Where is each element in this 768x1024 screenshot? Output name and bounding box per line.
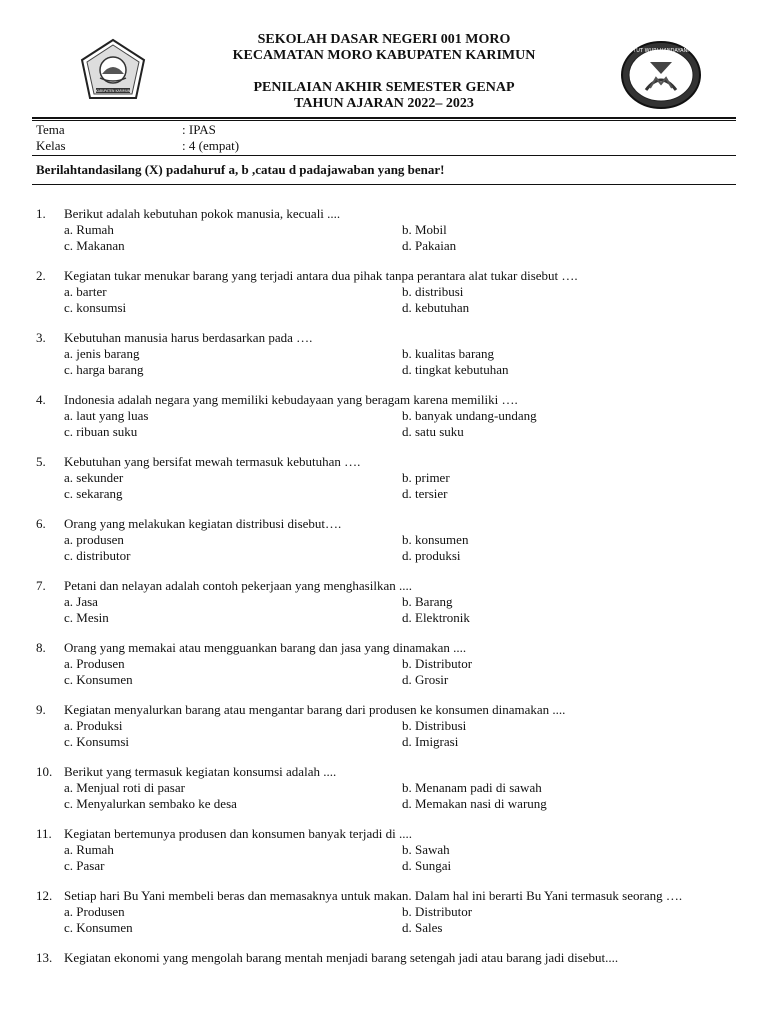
question-number: 13.: [36, 950, 53, 965]
question-line: [36, 268, 736, 284]
question-text: Orang yang melakukan kegiatan distribusi disebut….: [64, 516, 342, 531]
question-text: Kegiatan bertemunya produsen dan konsumen banyak terjadi di ....: [64, 826, 413, 841]
question-number: 4.: [36, 392, 46, 407]
question-item: [36, 888, 736, 936]
answer-options: [64, 284, 736, 316]
question-item: [36, 268, 736, 316]
instruction-text: Berilahtandasilang (X) padahuruf a, b ,catau d padajawaban yang benar!: [36, 162, 445, 177]
option-d[interactable]: d. tersier: [402, 486, 448, 501]
option-b[interactable]: b. distribusi: [402, 284, 464, 299]
answer-options: [64, 532, 736, 564]
option-a[interactable]: a. Produsen: [64, 904, 125, 919]
question-text: Kegiatan tukar menukar barang yang terjadi antara dua pihak tanpa perantara alat tukar disebut ….: [64, 268, 578, 283]
question-text: Orang yang memakai atau mengguankan barang dan jasa yang dinamakan ....: [64, 640, 467, 655]
question-line: [36, 206, 736, 222]
question-item: [36, 826, 736, 874]
option-a[interactable]: a. Produksi: [64, 718, 123, 733]
option-c[interactable]: c. Konsumen: [64, 920, 133, 935]
meta-row-tema: [36, 122, 239, 138]
answer-options: [64, 346, 736, 378]
question-line: [36, 392, 736, 408]
option-d[interactable]: d. tingkat kebutuhan: [402, 362, 509, 377]
question-number: 5.: [36, 454, 46, 469]
answer-options: [64, 842, 736, 874]
option-c[interactable]: c. sekarang: [64, 486, 123, 501]
option-c[interactable]: c. ribuan suku: [64, 424, 138, 439]
option-b[interactable]: b. Mobil: [402, 222, 447, 237]
option-b[interactable]: b. konsumen: [402, 532, 469, 547]
exam-meta: [36, 122, 239, 154]
option-c[interactable]: c. Konsumen: [64, 672, 133, 687]
question-number: 3.: [36, 330, 46, 345]
question-line: [36, 950, 736, 966]
option-b[interactable]: b. Sawah: [402, 842, 450, 857]
option-a[interactable]: a. Menjual roti di pasar: [64, 780, 185, 795]
answer-options: [64, 780, 736, 812]
question-item: [36, 392, 736, 440]
option-d[interactable]: d. Grosir: [402, 672, 449, 687]
kabupaten-karimun-emblem-text: KABUPATEN KARIMUN: [95, 89, 131, 93]
answer-options: [64, 408, 736, 440]
question-number: 7.: [36, 578, 46, 593]
option-a[interactable]: a. Rumah: [64, 222, 114, 237]
question-line: [36, 516, 736, 532]
option-b[interactable]: b. Barang: [402, 594, 453, 609]
question-text: Setiap hari Bu Yani membeli beras dan memasaknya untuk makan. Dalam hal ini berarti Bu Yani termasuk seorang ….: [64, 888, 683, 903]
option-d[interactable]: d. Elektronik: [402, 610, 470, 625]
question-number: 8.: [36, 640, 46, 655]
answer-options: [64, 718, 736, 750]
answer-options: [64, 594, 736, 626]
option-a[interactable]: a. Jasa: [64, 594, 98, 609]
question-number: 1.: [36, 206, 46, 221]
option-c[interactable]: c. Konsumsi: [64, 734, 129, 749]
tut-wuri-handayani-emblem-text: TUT WURI HANDAYANI: [633, 48, 689, 54]
header-divider-thick: [32, 117, 736, 119]
option-c[interactable]: c. distributor: [64, 548, 131, 563]
question-number: 11.: [36, 826, 52, 841]
question-line: [36, 888, 736, 904]
option-d[interactable]: d. Imigrasi: [402, 734, 459, 749]
option-b[interactable]: b. Distributor: [402, 904, 473, 919]
option-a[interactable]: a. jenis barang: [64, 346, 140, 361]
answer-options: [64, 904, 736, 936]
meta-value: : IPAS: [182, 122, 216, 137]
question-item: [36, 764, 736, 812]
option-c[interactable]: c. Mesin: [64, 610, 109, 625]
district-name: KECAMATAN MORO KABUPATEN KARIMUN: [232, 48, 536, 63]
question-line: [36, 764, 736, 780]
option-d[interactable]: d. kebutuhan: [402, 300, 470, 315]
question-item: [36, 330, 736, 378]
question-text: Indonesia adalah negara yang memiliki kebudayaan yang beragam karena memiliki ….: [64, 392, 518, 407]
meta-label: Kelas: [36, 138, 66, 153]
question-line: [36, 640, 736, 656]
academic-year: TAHUN AJARAN 2022– 2023: [294, 96, 474, 111]
option-c[interactable]: c. harga barang: [64, 362, 144, 377]
option-d[interactable]: d. Sales: [402, 920, 443, 935]
question-number: 12.: [36, 888, 53, 903]
option-b[interactable]: b. Distributor: [402, 656, 473, 671]
option-a[interactable]: a. Rumah: [64, 842, 114, 857]
option-c[interactable]: c. konsumsi: [64, 300, 127, 315]
option-c[interactable]: c. Pasar: [64, 858, 105, 873]
question-line: [36, 702, 736, 718]
option-b[interactable]: b. Menanam padi di sawah: [402, 780, 542, 795]
question-number: 10.: [36, 764, 53, 779]
question-number: 9.: [36, 702, 46, 717]
question-text: Berikut yang termasuk kegiatan konsumsi adalah ....: [64, 764, 337, 779]
option-a[interactable]: a. barter: [64, 284, 107, 299]
answer-options: [64, 222, 736, 254]
question-text: Petani dan nelayan adalah contoh pekerjaan yang menghasilkan ....: [64, 578, 412, 593]
header-divider-thin: [32, 120, 736, 121]
option-c[interactable]: c. Makanan: [64, 238, 125, 253]
option-a[interactable]: a. sekunder: [64, 470, 124, 485]
question-line: [36, 826, 736, 842]
option-b[interactable]: b. primer: [402, 470, 450, 485]
option-d[interactable]: d. Pakaian: [402, 238, 457, 253]
question-item: [36, 454, 736, 502]
option-d[interactable]: d. produksi: [402, 548, 461, 563]
question-item: [36, 578, 736, 626]
question-item: [36, 206, 736, 254]
question-number: 6.: [36, 516, 46, 531]
option-c[interactable]: c. Menyalurkan sembako ke desa: [64, 796, 237, 811]
answer-options: [64, 656, 736, 688]
question-item: [36, 640, 736, 688]
option-d[interactable]: d. Memakan nasi di warung: [402, 796, 547, 811]
question-number: 2.: [36, 268, 46, 283]
option-b[interactable]: b. kualitas barang: [402, 346, 495, 361]
question-text: Kegiatan menyalurkan barang atau mengantar barang dari produsen ke konsumen dinamakan ....: [64, 702, 566, 717]
option-a[interactable]: a. produsen: [64, 532, 124, 547]
question-item: [36, 516, 736, 564]
question-line: [36, 454, 736, 470]
meta-row-kelas: [36, 138, 239, 154]
exam-header: [0, 32, 768, 112]
question-text: Berikut adalah kebutuhan pokok manusia, kecuali ....: [64, 206, 341, 221]
meta-divider: [32, 155, 736, 156]
instruction-divider: [32, 184, 736, 185]
option-a[interactable]: a. laut yang luas: [64, 408, 149, 423]
exam-title: PENILAIAN AKHIR SEMESTER GENAP: [253, 80, 515, 95]
option-a[interactable]: a. Produsen: [64, 656, 125, 671]
question-text: Kebutuhan manusia harus berdasarkan pada ….: [64, 330, 313, 345]
meta-value: : 4 (empat): [182, 138, 240, 153]
option-d[interactable]: d. satu suku: [402, 424, 464, 439]
question-line: [36, 330, 736, 346]
answer-options: [64, 470, 736, 502]
question-item: [36, 950, 736, 966]
question-item: [36, 702, 736, 750]
option-d[interactable]: d. Sungai: [402, 858, 452, 873]
question-text: Kebutuhan yang bersifat mewah termasuk kebutuhan ….: [64, 454, 361, 469]
school-name: SEKOLAH DASAR NEGERI 001 MORO: [257, 32, 511, 47]
option-b[interactable]: b. Distribusi: [402, 718, 467, 733]
meta-label: Tema: [36, 122, 65, 137]
option-b[interactable]: b. banyak undang-undang: [402, 408, 537, 423]
question-list: [36, 206, 736, 980]
question-text: Kegiatan ekonomi yang mengolah barang mentah menjadi barang setengah jadi atau barang jadi disebut....: [64, 950, 619, 965]
question-line: [36, 578, 736, 594]
